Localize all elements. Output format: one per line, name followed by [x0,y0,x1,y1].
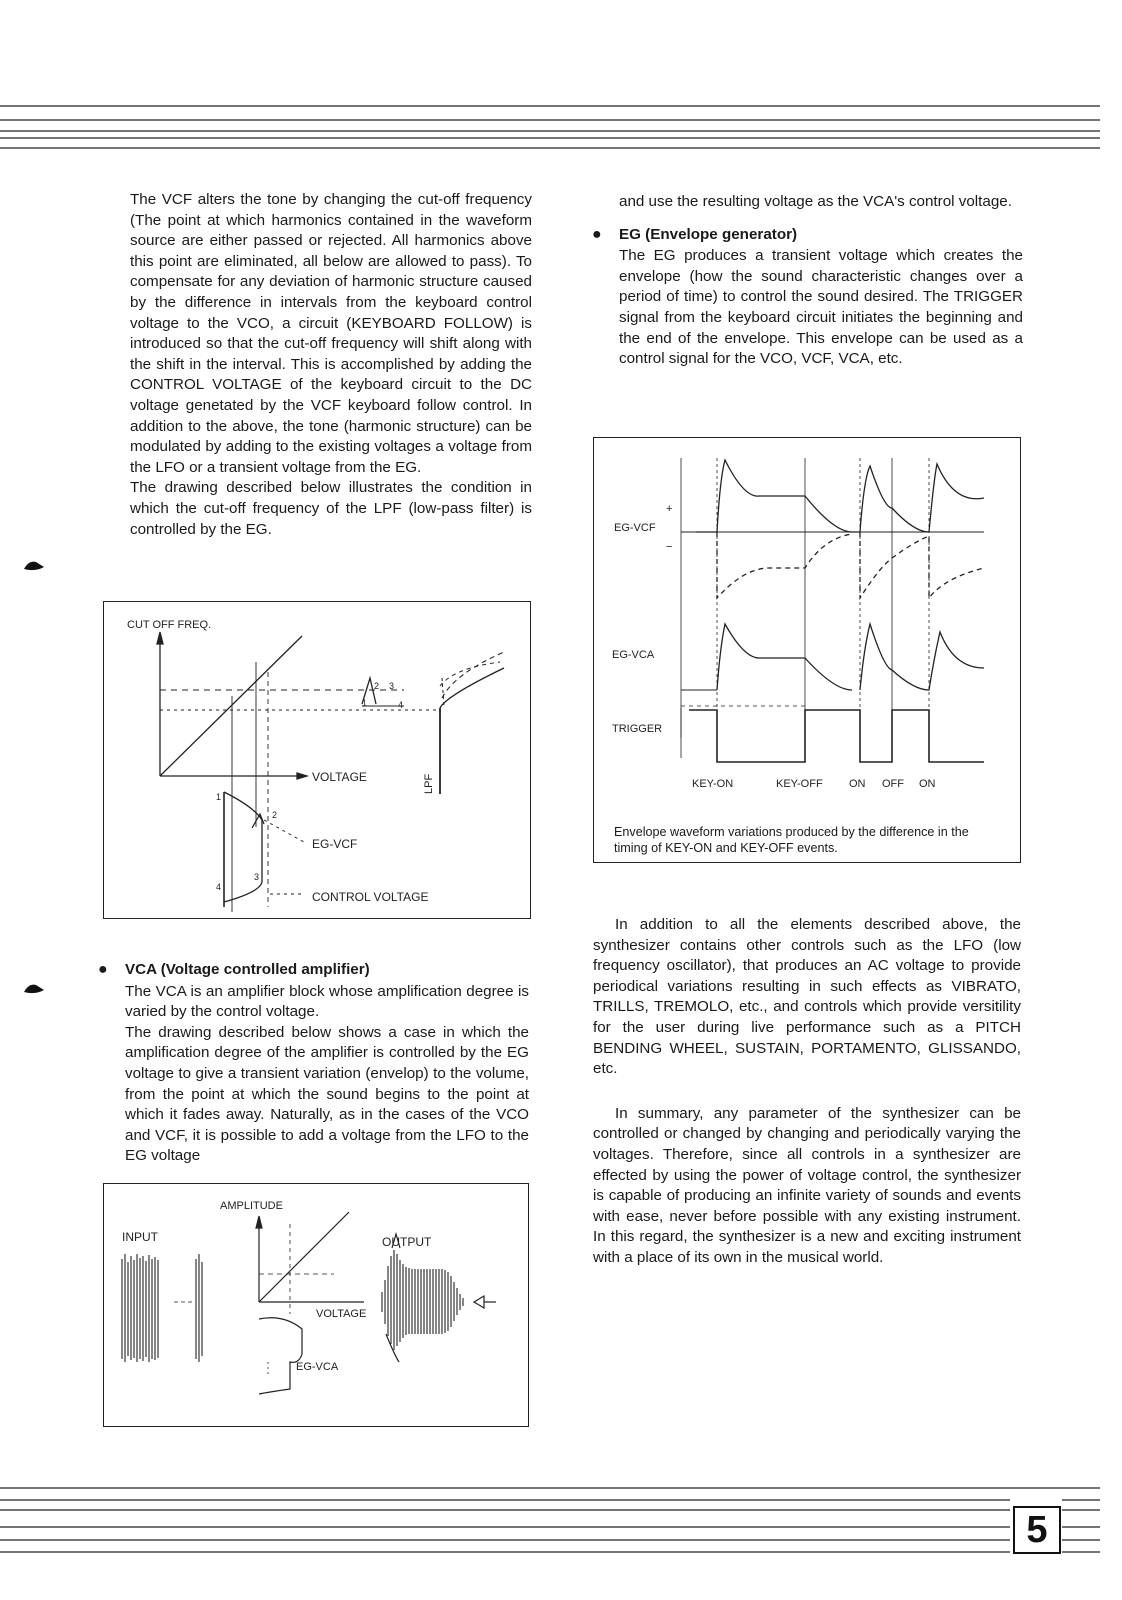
eg-vca-label: EG-VCA [296,1361,339,1373]
vca-paragraph: The VCA is an amplifier block whose amplification degree is varied by the control voltage. [125,982,529,1021]
vca-amplitude-figure [103,1183,529,1427]
key-off-label: KEY-OFF [776,778,823,790]
vcf-paragraph: The VCF alters the tone by changing the cut-off frequency (The point at which harmonics contained in the waveform source are either passed or rejected. All harmonics above this point are eliminated, all below are allowed to pass). To compensate for any deviation of harmonic structure caused by the difference in intervals from the keyboard control voltage to the VCO, a circuit (KEYBOARD FOLLOW) is introduced so that the cut-off frequency will shift along with the shift in the interval. This is accomplished by adding the CONTROL VOLTAGE of the keyboard circuit to the DC voltage genetated by the VCF keyboard follow control. In addition to the above, the tone (harmonic structure) can be modulated by adding to the existing voltages a voltage from the LFO or a transient voltage from the EG. [130,191,532,476]
page-number: 5 [1013,1506,1061,1554]
output-waveform [382,1250,463,1350]
vcf-description [130,190,532,540]
vca-heading [98,960,529,981]
marker-4: 4 [398,700,404,710]
eg-paragraph: The EG produces a transient voltage which creates the envelope (how the sound characteristic changes over a period of time) to control the sound desired. The TRIGGER signal from the keyboard circuit initiates the beginning and the end of the envelope. This envelope can be used as a control signal for the VCO, VCF, VCA, etc. [619,247,1023,368]
summary-paragraph: In summary, any parameter of the synthesizer can be controlled or changed by changing and periodically varying the voltages. Therefore, since all controls in a synthesizer are effected by using the power of voltage control, the synthesizer is capable of producing an infinite variety of sounds and events with ease, never before possible with any existing instrument. In this regard, the synthesizer is a new and exciting instrument with a place of its own in the musical world. [593,1104,1021,1266]
voltage-label: VOLTAGE [312,770,367,784]
cutoff-freq-label: CUT OFF FREQ. [127,619,212,631]
marker-4: 4 [216,882,222,892]
lpf-label: LPF [423,773,435,794]
control-voltage-label: CONTROL VOLTAGE [312,890,429,904]
on-label: ON [849,778,866,790]
marker-2: 2 [374,681,380,691]
eg-vcf-label: EG-VCF [312,837,358,851]
eg-vcf-label: EG-VCF [614,522,656,534]
envelope-waveform-figure [593,437,1021,863]
punch-mark-icon [23,559,45,573]
amplitude-label: AMPLITUDE [220,1200,283,1212]
vcf-cutoff-figure [103,601,531,919]
eg-vca-label: EG-VCA [612,649,655,661]
marker-3: 3 [254,872,260,882]
input-waveform [122,1254,202,1362]
bullet-icon: ● [98,961,108,978]
eg-heading [592,225,1023,246]
eg-section [592,192,1023,370]
punch-mark-icon [23,982,45,996]
minus-sign: − [666,541,673,553]
marker-1: 1 [362,698,368,708]
input-label: INPUT [122,1230,158,1244]
marker-2: 2 [272,810,278,820]
voltage-label: VOLTAGE [316,1308,367,1320]
eg-heading-text: EG (Envelope generator) [619,225,798,243]
output-label: OUTPUT [382,1235,432,1249]
other-controls-paragraph: In addition to all the elements described above, the synthesizer contains other controls such as the LFO (low frequency oscillator), that produces an AC voltage to provide periodical variations resulting in such effects as VIBRATO, TRILLS, TREMOLO, etc., and controls which provide versitility for the user during live performance such as a PITCH BENDING WHEEL, SUSTAIN, PORTAMENTO, GLISSANDO, etc. [593,916,1021,1078]
vcf-drawing-paragraph: The drawing described below illustrates the condition in which the cut-off frequency of the LPF (low-pass filter) is controlled by the EG. [130,479,532,538]
trigger-label: TRIGGER [612,723,663,735]
vca-heading-text: VCA (Voltage controlled amplifier) [125,961,370,978]
vca-drawing-paragraph: The drawing described below shows a case in which the amplification degree of the amplifier is controlled by the EG voltage to give a transient variation (envelop) to the volume, from the point at which the sound begins to the point at which it fades away. Naturally, as in the cases of the VCO and VCF, it is possible to add a voltage from the LFO to the EG voltage [125,1023,529,1165]
vca-continuation-paragraph: and use the resulting voltage as the VCA's control voltage. [619,193,1012,210]
marker-1: 1 [216,792,222,802]
on-label: ON [919,778,936,790]
plus-sign: + [666,503,673,515]
vca-section [98,960,529,1167]
key-on-label: KEY-ON [692,778,734,790]
marker-3: 3 [389,681,395,691]
bullet-icon: ● [592,225,602,243]
off-label: OFF [882,778,904,790]
summary-section [593,915,1021,1269]
envelope-caption: Envelope waveform variations produced by the difference in the timing of KEY-ON and KEY-OFF events. [614,825,969,855]
